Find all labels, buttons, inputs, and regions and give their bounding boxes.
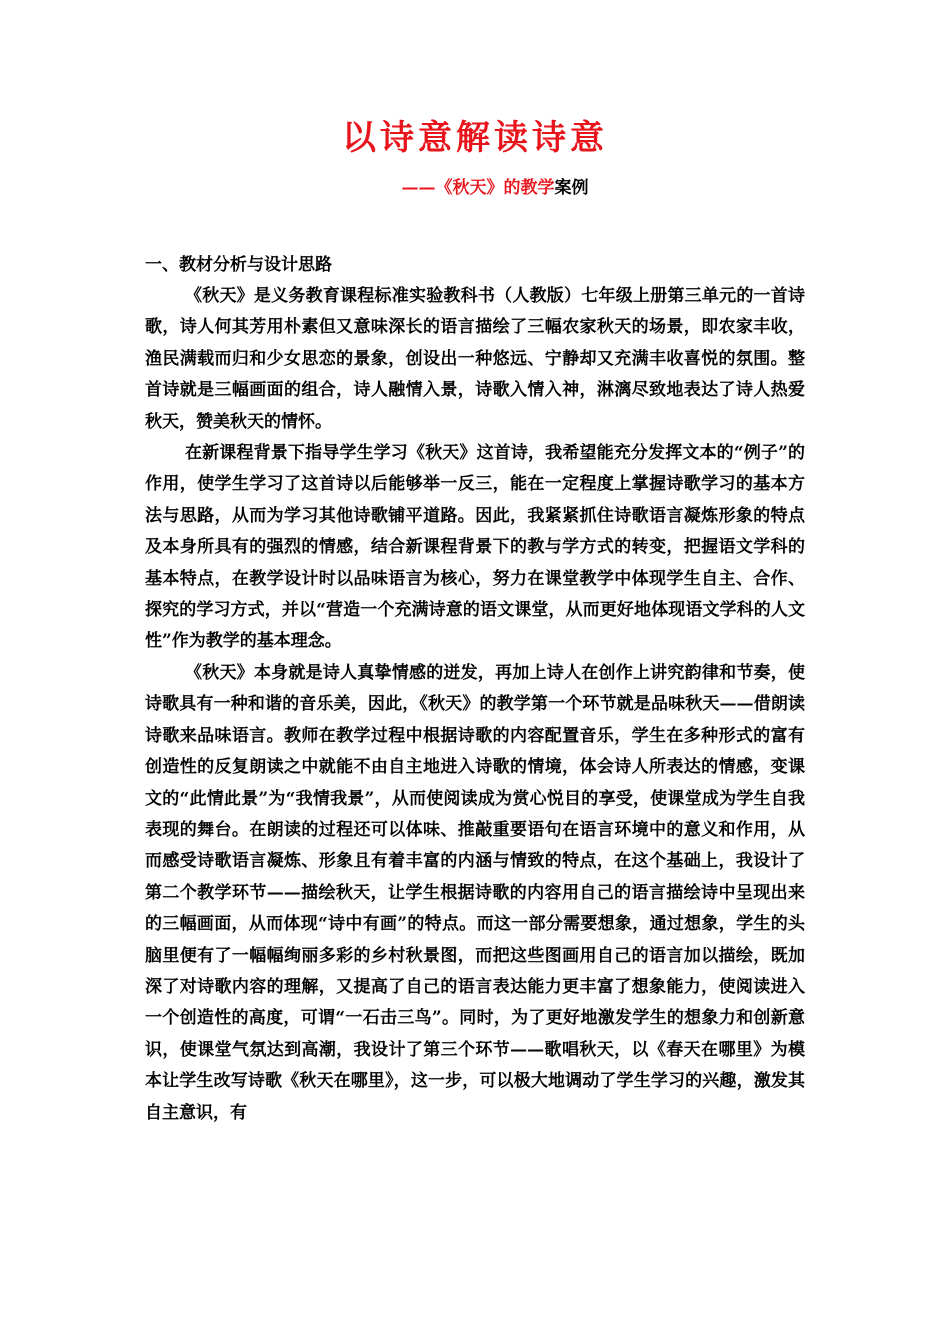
document-title: 以诗意解读诗意 (342, 118, 608, 158)
body-paragraph-2: 在新课程背景下指导学生学习《秋天》这首诗，我希望能充分发挥文本的“例子”的作用，使学生学习了这首诗以后能够举一反三，能在一定程度上掌握诗歌学习的基本方法与思路，从而为学习其他诗歌铺平道路。因此，我紧紧抓住诗歌语言凝炼形象的特点及本身所具有的强烈的情感，结合新课程背景下的教与学方式的转变，把握语文学科的基本特点，在教学设计时以品味语言为核心，努力在课堂教学中体现学生自主、合作、探究的学习方式，并以“营造一个充满诗意的语文课堂，从而更好地体现语文学科的人文性”作为教学的基本理念。 (145, 443, 805, 652)
subtitle-red-part: ——《秋天》的教学 (401, 178, 555, 198)
document-page (145, 110, 805, 1129)
document-subtitle (145, 174, 805, 202)
body-paragraph-1: 《秋天》是义务教育课程标准实验教科书（人教版）七年级上册第三单元的一首诗歌，诗人何其芳用朴素但又意味深长的语言描绘了三幅农家秋天的场景，即农家丰收，渔民满载而归和少女思恋的景象，创设出一种悠远、宁静却又充满丰收喜悦的氛围。整首诗就是三幅画面的组合，诗人融情入景，诗歌入情入神，淋漓尽致地表达了诗人热爱秋天，赞美秋天的情怀。 (145, 286, 805, 432)
section-heading: 一、教材分析与设计思路 (145, 255, 332, 275)
subtitle-black-part: 案例 (554, 178, 589, 198)
body-paragraph-3: 《秋天》本身就是诗人真挚情感的迸发，再加上诗人在创作上讲究韵律和节奏，使诗歌具有一种和谐的音乐美，因此，《秋天》的教学第一个环节就是品味秋天——借朗读诗歌来品味语言。教师在教学过程中根据诗歌的内容配置音乐，学生在多种形式的富有创造性的反复朗读之中就能不由自主地进入诗歌的情境，体会诗人所表达的情感，变课文的“此情此景”为“我情我景”，从而使阅读成为赏心悦目的享受，使课堂成为学生自我表现的舞台。在朗读的过程还可以体味、推敲重要语句在语言环境中的意义和作用，从而感受诗歌语言凝炼、形象且有着丰富的内涵与情致的特点，在这个基础上，我设计了第二个教学环节——描绘秋天，让学生根据诗歌的内容用自己的语言描绘诗中呈现出来的三幅画面，从而体现“诗中有画”的特点。而这一部分需要想象，通过想象，学生的头脑里便有了一幅幅绚丽多彩的乡村秋景图，而把这些图画用自己的语言加以描绘，既加深了对诗歌内容的理解，又提高了自己的语言表达能力更丰富了想象能力，使阅读进入一个创造性的高度，可谓“一石击三鸟”。同时，为了更好地激发学生的想象力和创新意识，使课堂气氛达到高潮，我设计了第三个环节——歌唱秋天，以《春天在哪里》为模本让学生改写诗歌《秋天在哪里》，这一步，可以极大地调动了学生学习的兴趣，激发其自主意识，有 (145, 662, 805, 1123)
